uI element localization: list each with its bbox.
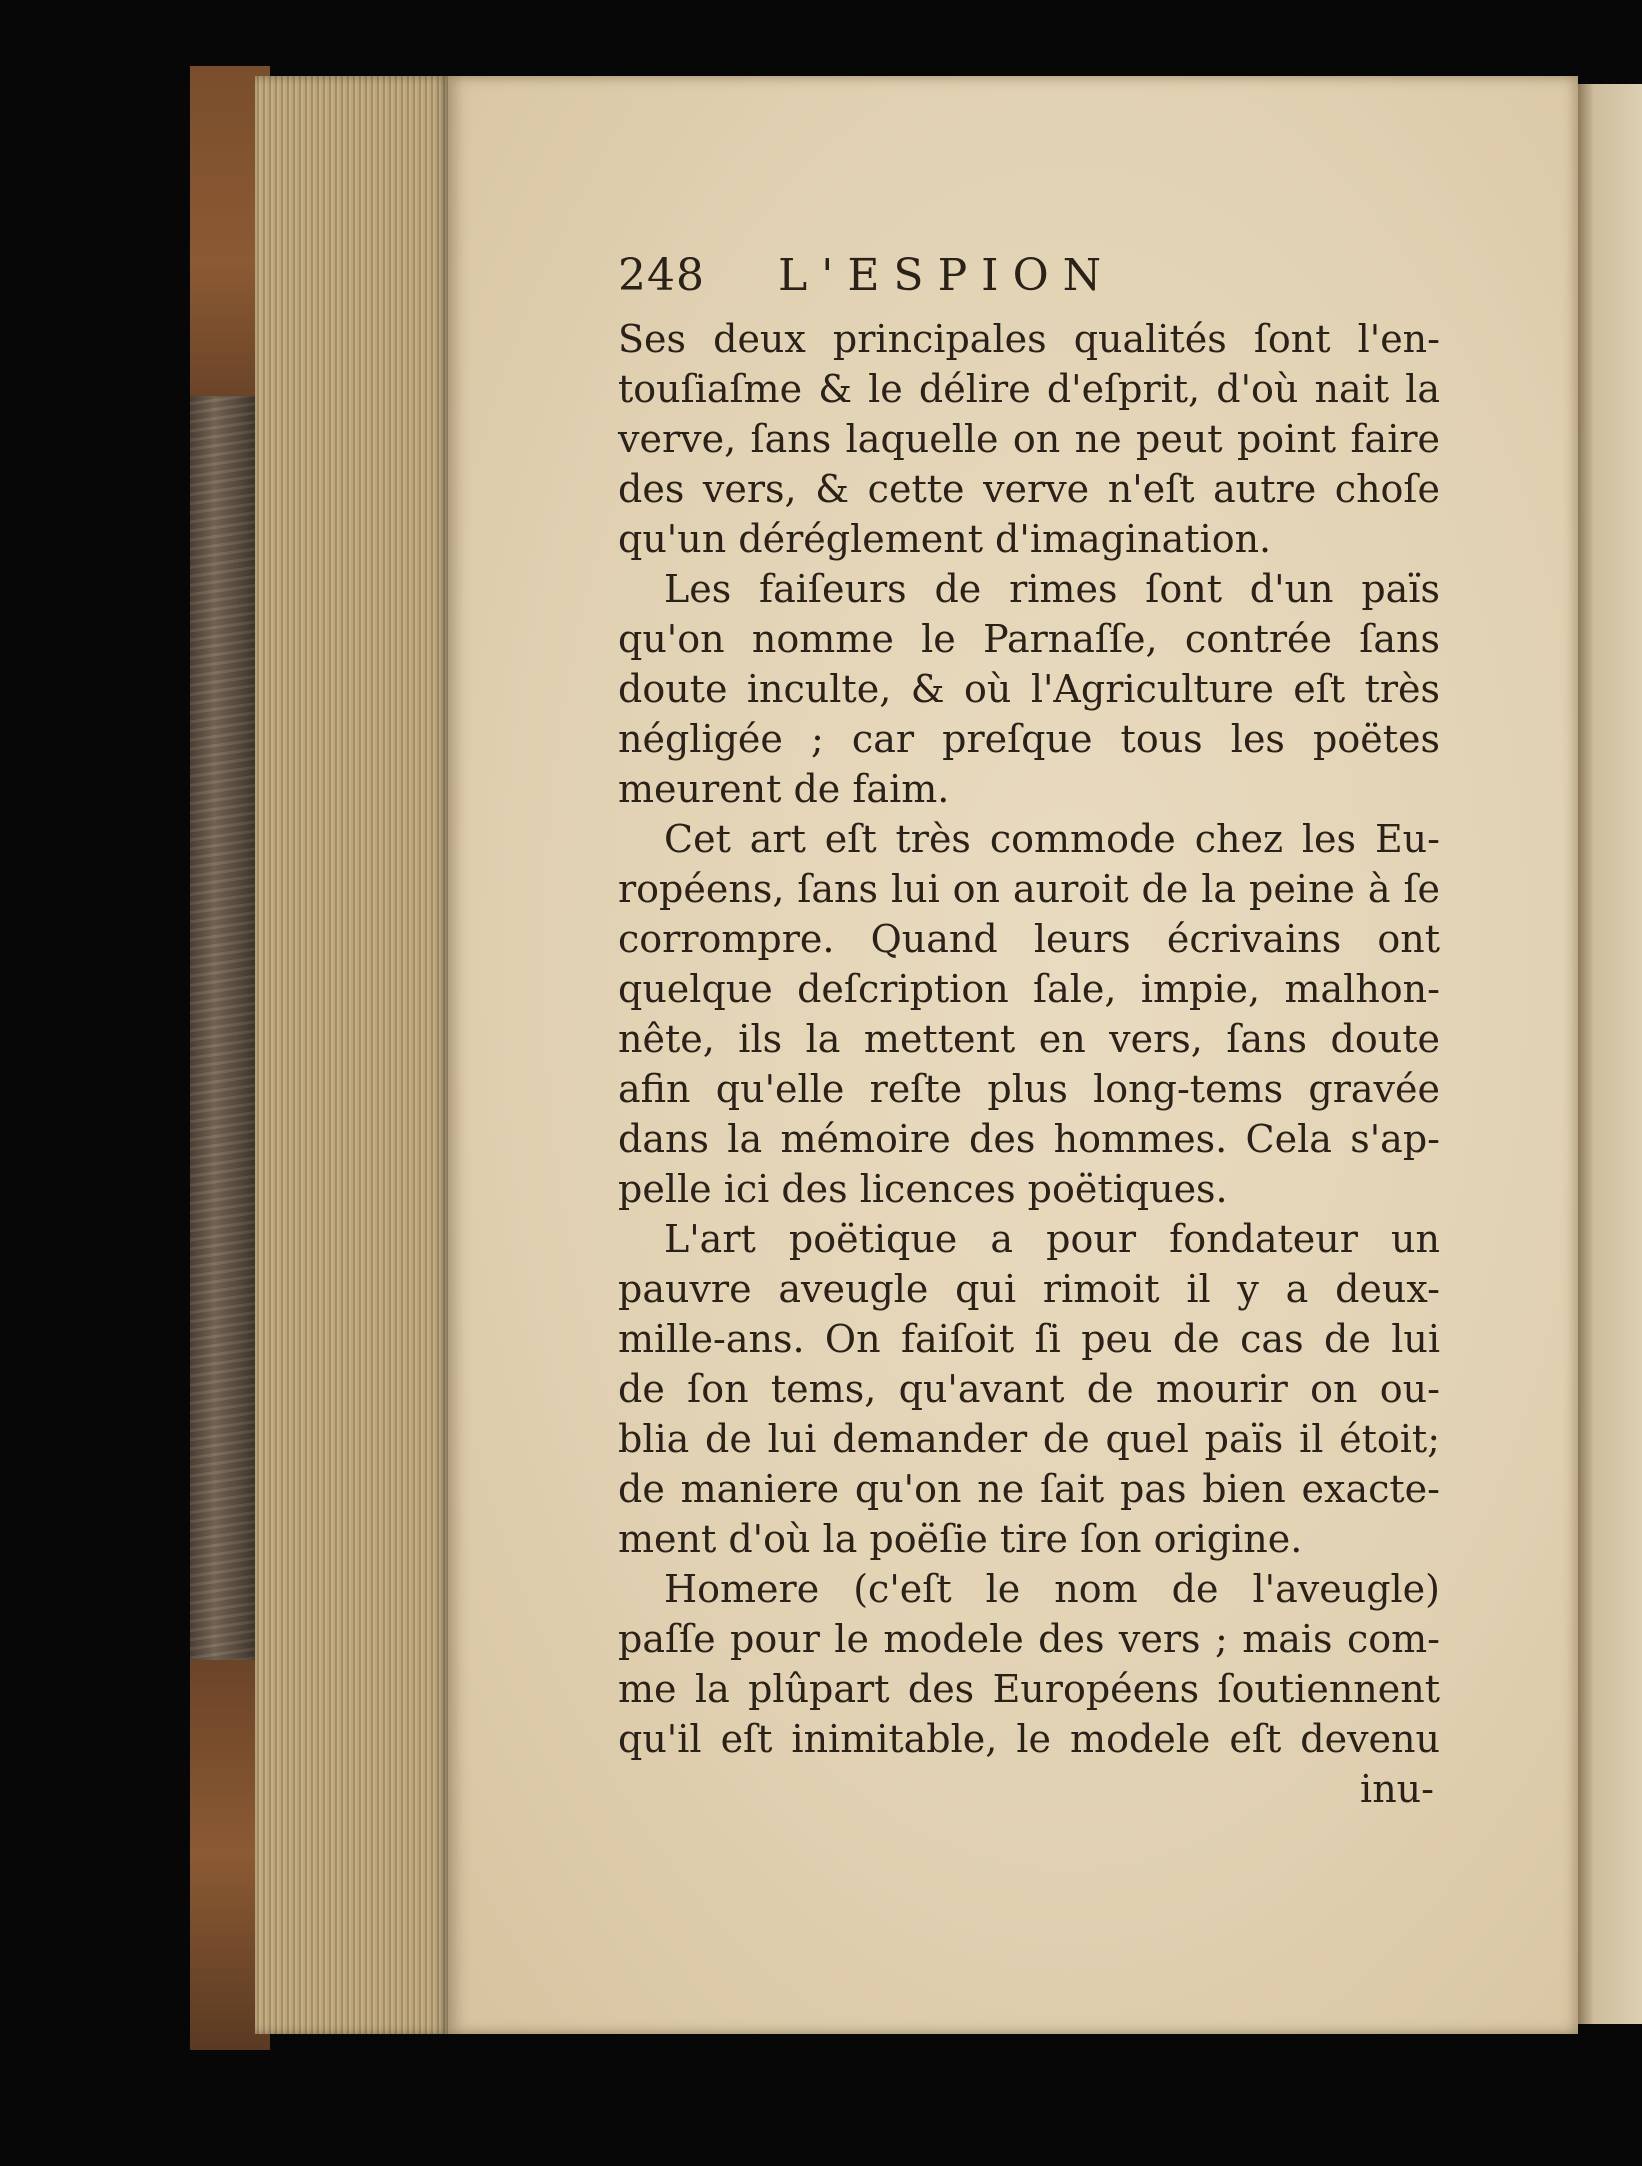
text-line: touſiaſme & le délire d'eſprit, d'où nait la xyxy=(618,367,1440,411)
text-line: Cet art eſt très commode chez les Eu- xyxy=(664,817,1440,861)
page-header xyxy=(618,250,1440,314)
text-line: paſſe pour le modele des vers ; mais com- xyxy=(618,1617,1440,1661)
text-line: qu'un déréglement d'imagination. xyxy=(618,517,1272,561)
text-line: meurent de faim. xyxy=(618,767,950,811)
text-line: Homere (c'eſt le nom de l'aveugle) xyxy=(664,1567,1440,1611)
facing-page-edge xyxy=(1578,84,1642,2024)
text-line: afin qu'elle reſte plus long-tems gravée xyxy=(618,1067,1440,1111)
text-line: quelque deſcription ſale, impie, malhon- xyxy=(618,967,1440,1011)
text-line: mille-ans. On faiſoit ſi peu de cas de lui xyxy=(618,1317,1440,1361)
page-edges xyxy=(255,76,450,2034)
text-line: dans la mémoire des hommes. Cela s'ap- xyxy=(618,1117,1440,1161)
text-line: doute inculte, & où l'Agriculture eſt très xyxy=(618,667,1440,711)
text-line: ment d'où la poëſie tire ſon origine. xyxy=(618,1517,1303,1561)
text-line: pelle ici des licences poëtiques. xyxy=(618,1167,1228,1211)
text-line: Les faiſeurs de rimes ſont d'un païs xyxy=(664,567,1440,611)
text-line: me la plûpart des Européens ſoutiennent xyxy=(618,1667,1440,1711)
page-number: 248 xyxy=(618,250,705,301)
text-line: nête, ils la mettent en vers, ſans doute xyxy=(618,1017,1440,1061)
text-line: blia de lui demander de quel païs il étoit; xyxy=(618,1417,1440,1461)
text-line: de maniere qu'on ne ſait pas bien exacte- xyxy=(618,1467,1440,1511)
text-line: ropéens, ſans lui on auroit de la peine à ſe xyxy=(618,867,1440,911)
catchword: inu- xyxy=(1360,1767,1434,1811)
text-line: pauvre aveugle qui rimoit il y a deux- xyxy=(618,1267,1440,1311)
text-line: corrompre. Quand leurs écrivains ont xyxy=(618,917,1440,961)
text-block xyxy=(618,250,1440,1814)
text-line: négligée ; car preſque tous les poëtes xyxy=(618,717,1440,761)
text-line: L'art poëtique a pour fondateur un xyxy=(664,1217,1440,1261)
text-line: Ses deux principales qualités ſont l'en- xyxy=(618,317,1440,361)
text-line: qu'on nomme le Parnaſſe, contrée ſans xyxy=(618,617,1440,661)
text-line: qu'il eſt inimitable, le modele eſt devenu xyxy=(618,1717,1440,1761)
text-line: de ſon tems, qu'avant de mourir on ou- xyxy=(618,1367,1440,1411)
running-title: L'ESPION xyxy=(778,250,1116,301)
text-line: verve, ſans laquelle on ne peut point faire xyxy=(618,417,1440,461)
text-line: des vers, & cette verve n'eſt autre choſe xyxy=(618,467,1440,511)
